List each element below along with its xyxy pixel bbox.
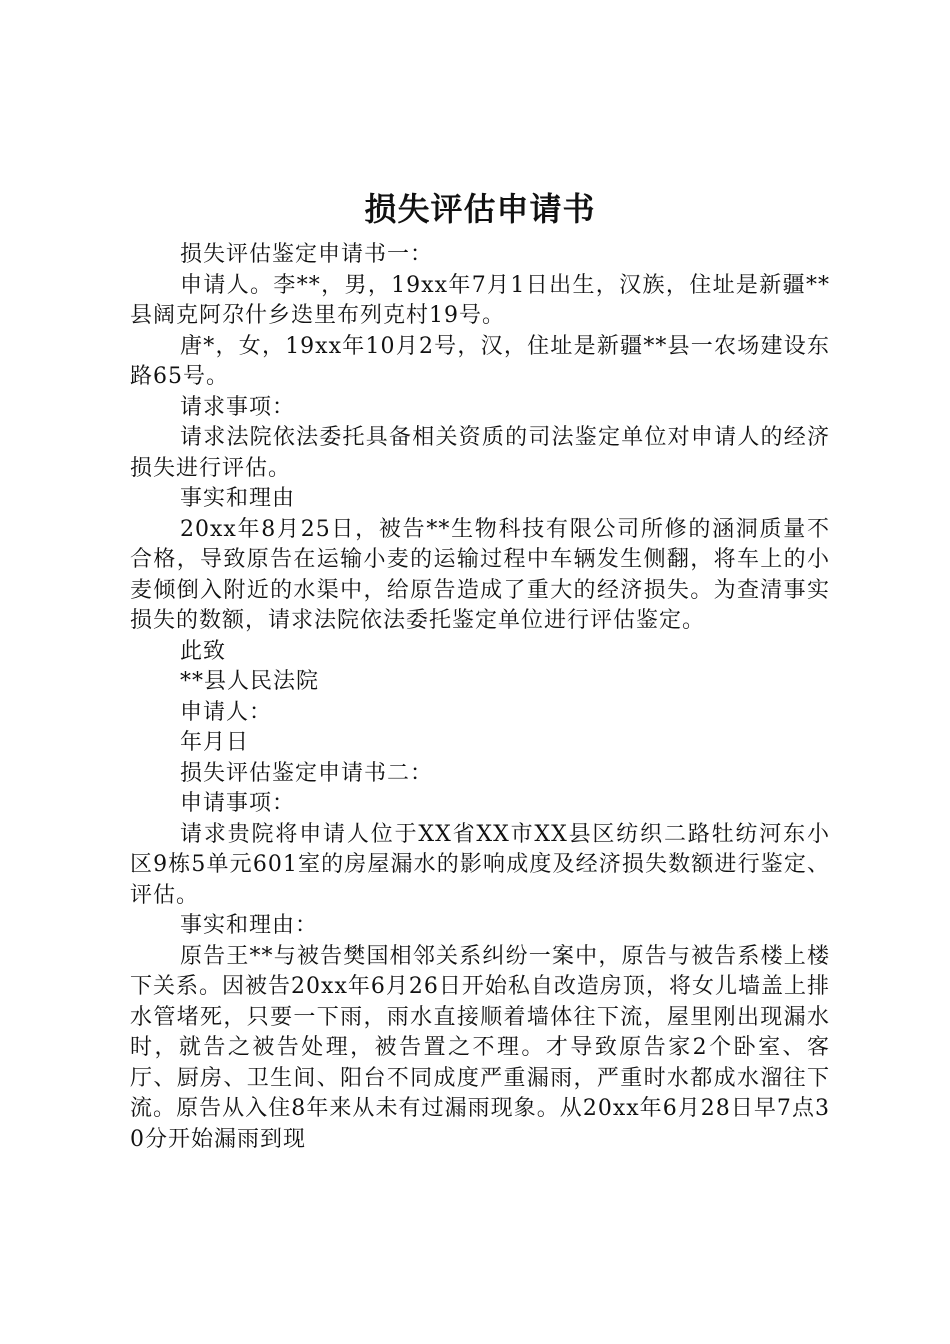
paragraph: 事实和理由: [180, 486, 296, 511]
document-page: [130, 182, 830, 1155]
paragraph: 申请人。李**，男，19xx年7月1日出生，汉族，住址是新疆**县阔克阿尕什乡迭里布列克村19号。: [130, 272, 830, 328]
paragraph: 损失评估鉴定申请书一：: [180, 242, 434, 267]
paragraph: 申请人：: [180, 699, 273, 725]
paragraph: **县人民法院: [180, 669, 320, 694]
paragraph: 原告王**与被告樊国相邻关系纠纷一案中，原告与被告系楼上楼下关系。因被告20xx年6月26日开始私自改造房顶，将女儿墙盖上排水管堵死，只要一下雨，雨水直接顺着墙体往下流，屋里刚出现漏水时，就告之被告处理，被告置之不理。才导致原告家2个卧室、客厅、厨房、卫生间、阳台不同成度严重漏雨，严重时水都成水溜往下流。原告从入住8年来从未有过漏雨现象。从20xx年6月28日早7点30分开始漏雨到现: [130, 943, 830, 1152]
paragraph: 年月日: [180, 730, 250, 755]
paragraph: 唐*，女，19xx年10月2号，汉，住址是新疆**县一农场建设东路65号。: [130, 333, 830, 389]
document-title: 损失评估申请书: [364, 190, 596, 228]
paragraph: 损失评估鉴定申请书二：: [180, 760, 434, 786]
paragraph: 请求贵院将申请人位于XX省XX市XX县区纺织二路牡纺河东小区9栋5单元601室的房屋漏水的影响成度及经济损失数额进行鉴定、评估。: [130, 821, 830, 908]
paragraph: 20xx年8月25日，被告**生物科技有限公司所修的涵洞质量不合格，导致原告在运输小麦的运输过程中车辆发生侧翻，将车上的小麦倾倒入附近的水渠中，给原告造成了重大的经济损失。为查清事实损失的数额，请求法院依法委托鉴定单位进行评估鉴定。: [130, 516, 830, 633]
paragraph: 事实和理由：: [180, 913, 319, 938]
paragraph: 申请事项：: [180, 791, 296, 816]
paragraph: 请求事项：: [180, 394, 296, 420]
paragraph: 此致: [180, 638, 227, 664]
paragraph: 请求法院依法委托具备相关资质的司法鉴定单位对申请人的经济损失进行评估。: [130, 425, 830, 481]
